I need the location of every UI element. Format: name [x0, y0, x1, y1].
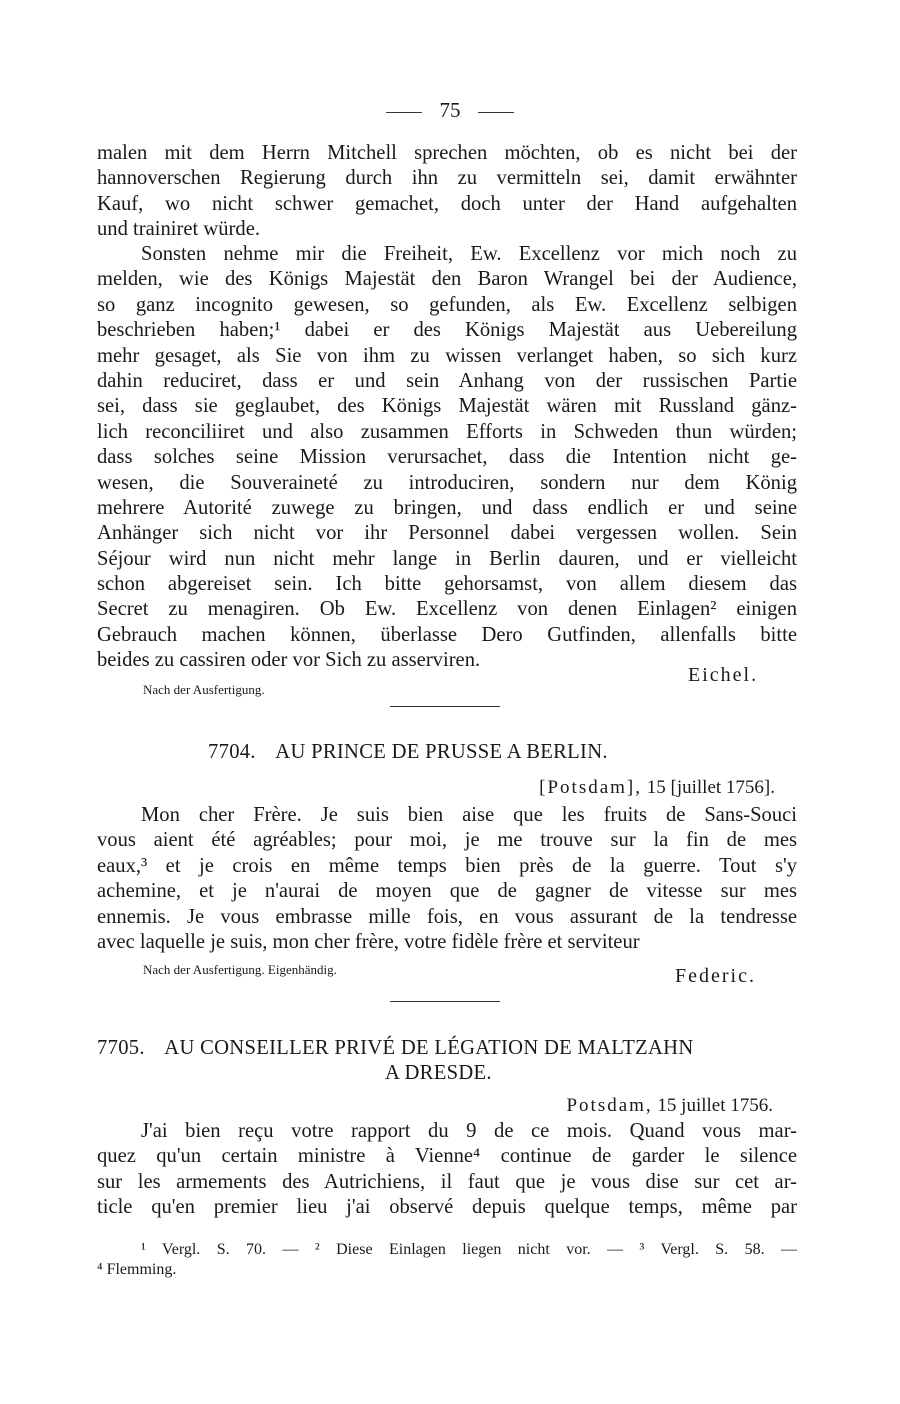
- letter-title-line2: A DRESDE.: [385, 1062, 492, 1084]
- page-header: [0, 98, 900, 123]
- text-line: mehr gesaget, als Sie von ihm zu wissen verlanget haben, so sich kurz: [97, 344, 797, 367]
- text-line: Mon cher Frère. Je suis bien aise que les fruits de Sans-Souci: [141, 804, 797, 826]
- text-line: Secret zu menagiren. Ob Ew. Excellenz von denen Einlagen² einigen: [97, 598, 797, 621]
- text-line: Gebrauch machen können, überlasse Dero Gutfinden, allenfalls bitte: [97, 623, 797, 646]
- signature-federic: Federic.: [675, 965, 756, 987]
- text-line: und trainiret würde.: [97, 218, 260, 241]
- paragraph-sonsten: [97, 242, 797, 674]
- text-line: beschrieben haben;¹ dabei er des Königs Majestät aus Uebereilung: [97, 319, 797, 342]
- text-line: lich reconciliiret und also zusammen Efforts in Schweden thun würden;: [97, 420, 797, 443]
- letter-place: Potsdam,: [566, 1095, 653, 1116]
- source-note: Nach der Ausfertigung. Eigenhändig.: [143, 962, 337, 977]
- letter-date: 15 juillet 1756.: [657, 1095, 773, 1116]
- text-line: Anhänger sich nicht vor ihr Personnel dabei vergessen wollen. Sein: [97, 522, 797, 545]
- letter-number: 7705.: [97, 1037, 145, 1059]
- text-line: achemine, et je n'aurai de moyen que de gagner de vitesse sur mes: [97, 880, 797, 903]
- text-line: ennemis. Je vous embrasse mille fois, en vous assurant de la tendresse: [97, 905, 797, 928]
- text-line: dass solches seine Mission verursachet, dass die Intention nicht ge-: [97, 446, 797, 469]
- letter-title: AU CONSEILLER PRIVÉ DE LÉGATION DE MALTZAHN: [164, 1037, 694, 1059]
- signature-eichel: Eichel.: [688, 664, 759, 686]
- text-line: eaux,³ et je crois en même temps bien près de la guerre. Tout s'y: [97, 854, 797, 877]
- text-line: hannoverschen Regierung durch ihn zu vermitteln sei, damit erwähnter: [97, 167, 797, 190]
- footnote-line: ¹ Vergl. S. 70. — ² Diese Einlagen liegen nicht vor. — ³ Vergl. S. 58. —: [141, 1241, 797, 1258]
- text-line: beides zu cassiren oder vor Sich zu asserviren.: [97, 649, 481, 672]
- letter-number: 7704.: [208, 741, 256, 763]
- text-line: dahin reduciret, dass er und sein Anhang von der russischen Partie: [97, 369, 797, 392]
- text-line: mehrere Autorité zuwege zu bringen, und dass endlich er und seine: [97, 496, 797, 519]
- page-number: 75: [439, 98, 461, 122]
- text-line: wesen, die Souveraineté zu introduciren, sondern nur dem König: [97, 471, 797, 494]
- letter-title: AU PRINCE DE PRUSSE A BERLIN.: [275, 741, 608, 763]
- text-line: sei, dass sie geglaubet, des Königs Majestät wären mit Russland gänz-: [97, 395, 797, 418]
- header-dash-left: [386, 112, 422, 113]
- text-line: Sonsten nehme mir die Freiheit, Ew. Excellenz vor mich noch zu: [141, 243, 797, 265]
- text-line: schon abgereiset sein. Ich bitte gehorsamst, von allem diesem das: [97, 573, 797, 596]
- letter-body-7704: [97, 803, 797, 955]
- section-divider: [390, 706, 500, 707]
- text-line: so ganz incognito gewesen, so gefunden, als Ew. Excellenz selbigen: [97, 293, 797, 316]
- text-line: sur les armements des Autrichiens, il faut que je vous dise sur cet ar-: [97, 1170, 797, 1193]
- letter-heading-7704: [208, 741, 608, 764]
- letter-dateline: [566, 1095, 773, 1117]
- text-line: malen mit dem Herrn Mitchell sprechen möchten, ob es nicht bei der: [97, 142, 797, 164]
- letter-dateline: [539, 777, 775, 799]
- header-dash-right: [478, 112, 514, 113]
- text-line: avec laquelle je suis, mon cher frère, votre fidèle frère et serviteur: [97, 930, 640, 953]
- letter-date: 15 [juillet 1756].: [646, 777, 775, 798]
- footnote-line: ⁴ Flemming.: [97, 1261, 177, 1278]
- text-line: vous aient été agréables; pour moi, je me trouve sur la fin de mes: [97, 829, 797, 852]
- paragraph-continuation: [97, 141, 797, 243]
- text-line: quez qu'un certain ministre à Vienne⁴ continue de garder le silence: [97, 1145, 797, 1168]
- text-line: melden, wie des Königs Majestät den Baron Wrangel bei der Audience,: [97, 268, 797, 291]
- text-line: ticle qu'en premier lieu j'ai observé depuis quelque temps, même par: [97, 1196, 797, 1219]
- letter-heading-7705: [97, 1037, 694, 1060]
- text-line: Séjour wird nun nicht mehr lange in Berlin dauren, und er vielleicht: [97, 547, 797, 570]
- section-divider: [390, 1001, 500, 1002]
- letter-place: [Potsdam],: [539, 777, 643, 798]
- footnotes: [97, 1240, 797, 1280]
- source-note: Nach der Ausfertigung.: [143, 682, 265, 697]
- text-line: Kauf, wo nicht schwer gemachet, doch unter der Hand aufgehalten: [97, 192, 797, 215]
- text-line: J'ai bien reçu votre rapport du 9 de ce mois. Quand vous mar-: [141, 1120, 797, 1142]
- letter-body-7705: [97, 1119, 797, 1221]
